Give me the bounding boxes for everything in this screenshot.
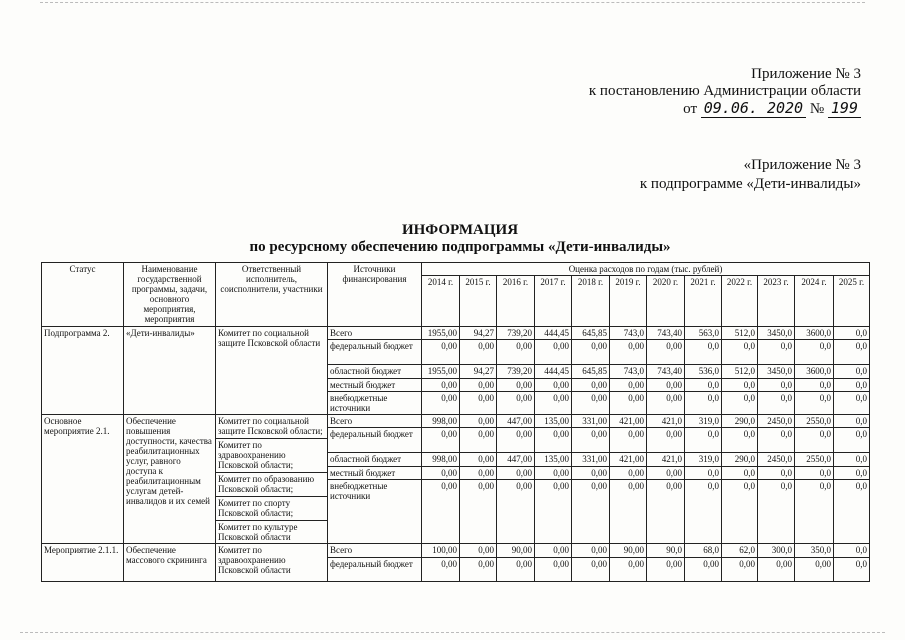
value-cell: 0,00 (460, 428, 497, 452)
value-cell: 331,00 (572, 415, 610, 428)
status-cell: Основное мероприятие 2.1. (42, 415, 124, 544)
value-cell: 0,00 (572, 544, 610, 558)
value-cell: 2550,0 (795, 415, 834, 428)
value-cell: 0,00 (610, 340, 647, 365)
value-cell: 0,00 (497, 340, 535, 365)
title-line-2: по ресурсному обеспечению подпрограммы «Дети-инвалиды» (249, 239, 671, 255)
header-row-top (42, 263, 870, 276)
value-cell: 0,00 (535, 428, 572, 452)
value-cell: 0,00 (422, 340, 460, 365)
subprogram-appendix-line-1: «Приложение № 3 (743, 157, 861, 173)
year-header: 2018 г. (572, 276, 610, 327)
value-cell: 135,00 (535, 415, 572, 428)
resource-table (41, 262, 870, 582)
value-cell: 0,0 (722, 379, 758, 392)
value-cell: 0,0 (834, 480, 870, 544)
value-cell: 0,00 (422, 480, 460, 544)
value-cell: 0,0 (722, 392, 758, 415)
header-sources: Источники финансирования (328, 263, 422, 327)
value-cell: 0,0 (722, 340, 758, 365)
value-cell: 3450,0 (758, 365, 795, 379)
value-cell: 0,0 (685, 466, 722, 479)
value-cell: 94,27 (460, 365, 497, 379)
value-cell: 62,0 (722, 544, 758, 558)
value-cell: 0,0 (834, 428, 870, 452)
value-cell: 0,0 (722, 480, 758, 544)
responsible-cell (216, 327, 328, 415)
value-cell: 0,00 (460, 379, 497, 392)
subprogram-appendix-line-2: к подпрограмме «Дети-инвалиды» (639, 176, 861, 192)
value-cell: 0,00 (460, 392, 497, 415)
value-cell: 444,45 (535, 365, 572, 379)
header-name: Наименование государственной программы, задачи, основного мероприятия, мероприятия (124, 263, 216, 327)
appendix-line-1: Приложение № 3 (751, 66, 861, 82)
value-cell: 331,00 (572, 452, 610, 466)
value-cell: 0,00 (422, 379, 460, 392)
name-cell: Обеспечение массового скрининга (124, 544, 216, 582)
value-cell: 645,85 (572, 365, 610, 379)
header-status: Статус (42, 263, 124, 327)
value-cell: 0,0 (795, 392, 834, 415)
value-cell: 300,0 (758, 544, 795, 558)
value-cell: 0,0 (758, 379, 795, 392)
value-cell: 421,0 (647, 415, 685, 428)
value-cell: 0,0 (758, 480, 795, 544)
value-cell: 0,00 (497, 558, 535, 582)
value-cell: 0,00 (572, 428, 610, 452)
value-cell: 0,00 (460, 415, 497, 428)
scan-edge-bottom (20, 632, 885, 633)
value-cell: 0,00 (647, 340, 685, 365)
source-cell: внебюджетные источники (328, 392, 422, 415)
value-cell: 0,00 (647, 558, 685, 582)
source-cell: областной бюджет (328, 365, 422, 379)
responsible-item: Комитет по спорту Псковской области; (216, 496, 327, 518)
value-cell: 0,00 (535, 379, 572, 392)
value-cell: 2550,0 (795, 452, 834, 466)
value-cell: 0,00 (460, 466, 497, 479)
value-cell: 0,0 (834, 340, 870, 365)
value-cell: 0,00 (685, 558, 722, 582)
source-cell: местный бюджет (328, 379, 422, 392)
value-cell: 0,00 (647, 379, 685, 392)
value-cell: 3600,0 (795, 365, 834, 379)
value-cell: 0,00 (497, 480, 535, 544)
date-prefix: от (683, 101, 697, 117)
value-cell: 2450,0 (758, 415, 795, 428)
source-cell: внебюджетные источники (328, 480, 422, 544)
value-cell: 350,0 (795, 544, 834, 558)
value-cell: 94,27 (460, 327, 497, 340)
value-cell: 0,00 (460, 480, 497, 544)
value-cell: 0,00 (535, 558, 572, 582)
name-cell: «Дети-инвалиды» (124, 327, 216, 415)
value-cell: 447,00 (497, 415, 535, 428)
value-cell: 0,0 (758, 466, 795, 479)
value-cell: 0,00 (460, 544, 497, 558)
subprogram-appendix-block (640, 156, 861, 194)
value-cell: 319,0 (685, 452, 722, 466)
responsible-cell (216, 415, 328, 544)
responsible-item: Комитет по здравоохранению Псковской области (218, 545, 291, 575)
value-cell: 0,0 (834, 558, 870, 582)
value-cell: 0,00 (647, 428, 685, 452)
value-cell: 0,0 (834, 415, 870, 428)
value-cell: 0,00 (422, 558, 460, 582)
value-cell: 0,00 (610, 480, 647, 544)
responsible-item: Комитет по здравоохранению Псковской области; (216, 438, 327, 470)
value-cell: 100,00 (422, 544, 460, 558)
responsible-item: Комитет по культуре Псковской области (216, 520, 327, 542)
scan-edge-top (40, 2, 865, 3)
value-cell: 0,0 (834, 392, 870, 415)
value-cell: 0,00 (610, 428, 647, 452)
status-cell: Подпрограмма 2. (42, 327, 124, 415)
value-cell: 0,00 (422, 428, 460, 452)
value-cell: 645,85 (572, 327, 610, 340)
source-cell: федеральный бюджет (328, 340, 422, 365)
table-row (42, 415, 870, 428)
value-cell: 421,00 (610, 415, 647, 428)
value-cell: 0,0 (758, 428, 795, 452)
source-cell: областной бюджет (328, 452, 422, 466)
value-cell: 0,0 (685, 392, 722, 415)
value-cell: 0,0 (834, 544, 870, 558)
value-cell: 135,00 (535, 452, 572, 466)
value-cell: 739,20 (497, 327, 535, 340)
value-cell: 90,0 (647, 544, 685, 558)
value-cell: 0,0 (834, 379, 870, 392)
value-cell: 998,00 (422, 415, 460, 428)
value-cell: 421,00 (610, 452, 647, 466)
status-cell: Мероприятие 2.1.1. (42, 544, 124, 582)
value-cell: 536,0 (685, 365, 722, 379)
value-cell: 2450,0 (758, 452, 795, 466)
document-title (180, 222, 740, 256)
value-cell: 0,0 (722, 466, 758, 479)
value-cell: 0,00 (535, 544, 572, 558)
value-cell: 0,00 (460, 340, 497, 365)
header-responsible: Ответственный исполнитель, соисполнители, участники (216, 263, 328, 327)
responsible-item: Комитет по социальной защите Псковской области (218, 328, 321, 348)
value-cell: 0,00 (422, 392, 460, 415)
value-cell: 0,00 (572, 466, 610, 479)
value-cell: 0,00 (497, 379, 535, 392)
value-cell: 512,0 (722, 327, 758, 340)
value-cell: 0,0 (795, 466, 834, 479)
source-cell: Всего (328, 415, 422, 428)
value-cell: 0,0 (758, 340, 795, 365)
value-cell: 0,00 (422, 466, 460, 479)
value-cell: 0,00 (610, 466, 647, 479)
value-cell: 421,0 (647, 452, 685, 466)
value-cell: 0,0 (722, 428, 758, 452)
value-cell: 0,00 (572, 392, 610, 415)
year-header: 2015 г. (460, 276, 497, 327)
value-cell: 3600,0 (795, 327, 834, 340)
value-cell: 0,00 (647, 392, 685, 415)
value-cell: 0,0 (685, 480, 722, 544)
value-cell: 0,0 (758, 392, 795, 415)
value-cell: 563,0 (685, 327, 722, 340)
value-cell: 1955,00 (422, 365, 460, 379)
year-header: 2021 г. (685, 276, 722, 327)
handwritten-number: 199 (828, 99, 861, 118)
value-cell: 0,00 (758, 558, 795, 582)
value-cell: 0,00 (610, 558, 647, 582)
value-cell: 0,0 (834, 327, 870, 340)
value-cell: 0,0 (685, 340, 722, 365)
value-cell: 0,0 (795, 428, 834, 452)
title-line-1: ИНФОРМАЦИЯ (401, 222, 519, 238)
year-header: 2024 г. (795, 276, 834, 327)
value-cell: 0,00 (497, 392, 535, 415)
value-cell: 0,00 (460, 452, 497, 466)
value-cell: 447,00 (497, 452, 535, 466)
value-cell: 0,0 (834, 365, 870, 379)
responsible-item: Комитет по социальной защите Псковской области; (218, 416, 323, 436)
value-cell: 0,0 (795, 379, 834, 392)
value-cell: 0,00 (572, 340, 610, 365)
value-cell: 0,00 (795, 558, 834, 582)
value-cell: 743,0 (610, 365, 647, 379)
value-cell: 0,00 (535, 466, 572, 479)
value-cell: 998,00 (422, 452, 460, 466)
value-cell: 0,00 (535, 392, 572, 415)
appendix-date-line (589, 100, 861, 118)
year-header: 2020 г. (647, 276, 685, 327)
value-cell: 0,00 (535, 340, 572, 365)
value-cell: 290,0 (722, 415, 758, 428)
appendix-block (589, 66, 861, 118)
value-cell: 0,00 (572, 558, 610, 582)
source-cell: федеральный бюджет (328, 428, 422, 452)
value-cell: 3450,0 (758, 327, 795, 340)
year-header: 2014 г. (422, 276, 460, 327)
value-cell: 0,00 (647, 480, 685, 544)
year-header: 2016 г. (497, 276, 535, 327)
value-cell: 0,0 (795, 340, 834, 365)
value-cell: 743,0 (610, 327, 647, 340)
value-cell: 319,0 (685, 415, 722, 428)
source-cell: местный бюджет (328, 466, 422, 479)
value-cell: 739,20 (497, 365, 535, 379)
year-header: 2023 г. (758, 276, 795, 327)
value-cell: 290,0 (722, 452, 758, 466)
source-cell: федеральный бюджет (328, 558, 422, 582)
year-header: 2017 г. (535, 276, 572, 327)
value-cell: 0,0 (834, 452, 870, 466)
year-header: 2022 г. (722, 276, 758, 327)
source-cell: Всего (328, 327, 422, 340)
value-cell: 0,0 (795, 480, 834, 544)
value-cell: 444,45 (535, 327, 572, 340)
value-cell: 0,00 (460, 558, 497, 582)
year-header: 2019 г. (610, 276, 647, 327)
source-cell: Всего (328, 544, 422, 558)
table-row (42, 327, 870, 340)
value-cell: 0,00 (497, 428, 535, 452)
responsible-item: Комитет по образованию Псковской области; (216, 472, 327, 494)
value-cell: 0,0 (685, 379, 722, 392)
value-cell: 68,0 (685, 544, 722, 558)
value-cell: 90,00 (610, 544, 647, 558)
table-row (42, 544, 870, 558)
value-cell: 512,0 (722, 365, 758, 379)
name-cell: Обеспечение повышения доступности, качества реабилитационных услуг, равного доступа к реабилитационным услугам детей-инвалидов и их семей (124, 415, 216, 544)
number-prefix: № (809, 101, 825, 117)
year-header: 2025 г. (834, 276, 870, 327)
value-cell: 1955,00 (422, 327, 460, 340)
responsible-cell (216, 544, 328, 582)
value-cell: 0,0 (685, 428, 722, 452)
value-cell: 743,40 (647, 365, 685, 379)
table-body (42, 263, 870, 582)
value-cell: 0,00 (647, 466, 685, 479)
value-cell: 0,00 (572, 480, 610, 544)
appendix-line-2: к постановлению Администрации области (588, 83, 861, 99)
value-cell: 0,00 (610, 379, 647, 392)
value-cell: 0,00 (535, 480, 572, 544)
value-cell: 0,00 (497, 466, 535, 479)
value-cell: 0,00 (572, 379, 610, 392)
value-cell: 0,00 (722, 558, 758, 582)
handwritten-date: 09.06. 2020 (701, 99, 806, 118)
header-estimate: Оценка расходов по годам (тыс. рублей) (422, 263, 870, 276)
value-cell: 0,00 (610, 392, 647, 415)
value-cell: 90,00 (497, 544, 535, 558)
value-cell: 743,40 (647, 327, 685, 340)
value-cell: 0,0 (834, 466, 870, 479)
